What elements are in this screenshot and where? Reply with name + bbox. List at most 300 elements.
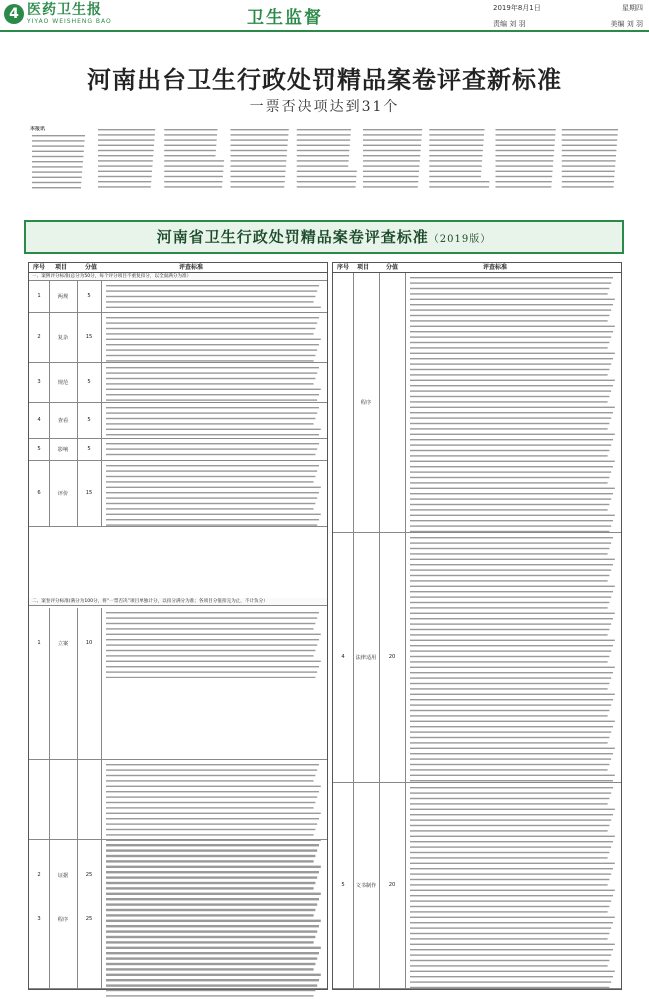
text-line [562,171,615,172]
text-line [410,857,608,858]
text-line [106,963,315,964]
text-line [410,792,611,793]
row-item: 文书制作 [355,883,377,889]
text-line [106,448,317,449]
text-line [410,661,608,662]
row-item: 立案 [57,640,69,647]
table-title-banner [24,220,624,254]
page-header [0,0,649,32]
row-number: 2 [37,334,41,340]
criteria-text [104,440,326,460]
text-line [363,129,422,130]
logo-subtext: YIYAO WEISHENG BAO [27,18,112,25]
text-line [363,139,421,140]
text-line [410,331,613,332]
text-line [106,818,319,819]
text-line [496,150,555,151]
text-line [164,139,216,140]
text-line [429,134,484,135]
text-line [106,876,317,877]
text-line [410,542,611,543]
text-line [231,171,286,172]
text-line [106,623,315,624]
issue-info [493,3,643,29]
text-line [410,830,608,831]
text-line [410,407,615,408]
newspaper-logo [27,2,125,28]
text-line [297,181,356,182]
text-line [32,182,81,183]
text-line [363,155,420,156]
text-line [562,160,616,161]
text-line [496,139,555,140]
text-line [410,933,609,934]
text-line [297,134,351,135]
text-line [297,165,348,166]
text-line [32,140,85,141]
text-line [297,176,357,177]
text-line [106,367,319,368]
text-line [562,176,615,177]
text-line [164,181,222,182]
text-line [98,134,155,135]
text-line [410,390,611,391]
text-line [410,477,609,478]
text-line [297,171,357,172]
criteria-text [104,404,326,438]
criteria-text [104,282,326,312]
text-line [106,860,314,861]
text-line [410,634,608,635]
text-line [106,855,315,856]
text-line [363,165,419,166]
text-line [106,936,315,937]
table-row [29,439,327,461]
text-line [410,672,613,673]
row-item: 证据 [57,872,69,879]
lead-start: 本报讯 [30,126,46,132]
text-line [410,987,609,988]
criteria-text [408,274,620,532]
text-line [106,666,319,667]
text-line [410,385,613,386]
table-row [29,608,327,760]
text-line [231,181,285,182]
text-line [496,129,556,130]
row-score: 5 [87,417,91,423]
text-line [164,155,215,156]
text-line [106,628,314,629]
text-line [410,412,613,413]
text-line [106,423,314,424]
text-line [106,979,319,980]
text-line [410,293,608,294]
text-line [164,186,222,187]
text-line [410,309,611,310]
text-line [496,181,552,182]
text-line [98,139,154,140]
text-line [231,134,289,135]
text-line [410,868,613,869]
table-row [29,461,327,527]
text-line [410,704,611,705]
text-line [106,802,315,803]
criteria-text [104,462,326,526]
text-line [410,852,609,853]
row-score: 5 [87,446,91,452]
text-line [106,887,314,888]
text-line [106,470,317,471]
row-score: 20 [388,654,396,660]
text-line [32,177,82,178]
row-score: 10 [85,639,93,646]
text-line [106,661,321,662]
text-line [106,634,321,635]
text-line [410,602,609,603]
text-line [106,780,314,781]
text-line [410,482,608,483]
criteria-text [104,609,326,678]
text-line [410,493,613,494]
text-line [106,434,319,435]
text-line [410,922,613,923]
text-line [297,129,351,130]
text-line [410,358,613,359]
text-line [106,849,317,850]
text-line [410,515,615,516]
text-line [106,328,315,329]
text-line [410,890,615,891]
row-score: 20 [388,882,396,888]
text-line [562,181,614,182]
text-line [231,145,288,146]
text-line [164,145,216,146]
row-item: 复杂 [57,335,69,341]
text-line [410,938,608,939]
text-line [297,186,356,187]
table-row [29,840,327,989]
text-line [410,537,613,538]
text-line [106,925,319,926]
text-line [106,476,315,477]
text-line [496,186,552,187]
text-line [106,296,315,297]
text-line [429,155,482,156]
issue-date: 2019年8月1日 [493,4,541,12]
text-line [410,439,613,440]
text-line [410,836,615,837]
text-line [106,813,321,814]
text-line [106,920,321,921]
text-line [106,677,315,678]
text-line [410,596,611,597]
text-line [410,434,615,435]
criteria-text [104,364,326,402]
text-line [231,150,288,151]
text-line [410,954,611,955]
text-line [410,960,609,961]
text-line [410,787,613,788]
text-line [410,613,615,614]
text-line [410,509,608,510]
text-line [231,155,287,156]
row-item: 规范 [57,380,69,386]
text-line [106,508,314,509]
text-line [410,607,608,608]
col-item: 项目 [55,264,68,271]
text-line [410,299,615,300]
col-score: 分值 [85,264,98,271]
text-line [410,304,613,305]
text-line [106,454,315,455]
text-line [106,443,319,444]
text-line [98,176,152,177]
text-line [410,809,615,810]
text-line [410,504,609,505]
text-line [410,444,611,445]
text-line [106,974,321,975]
row-number: 3 [37,916,41,922]
text-line [106,764,319,765]
text-line [562,145,617,146]
row-item: 评价 [57,491,69,497]
text-line [106,914,314,915]
table-row [333,273,621,533]
text-line [106,655,314,656]
text-line [410,769,608,770]
text-line [106,333,314,334]
text-line [410,277,613,278]
section-notice: 一、案例评分标准(总分为50分，每个评分项目不重复扣分，以全面满分为准） [29,273,327,281]
text-line [410,798,609,799]
text-line [429,186,489,187]
table-row [29,760,327,879]
text-line [106,644,317,645]
text-line [410,525,611,526]
subheadline: 一票否决项达到31个 [249,99,400,115]
row-score: 15 [85,490,93,496]
text-line [106,524,317,525]
text-line [410,591,613,592]
text-line [231,176,286,177]
text-line [410,640,615,641]
row-number: 3 [37,379,41,385]
text-line [32,135,85,136]
text-line [496,176,553,177]
text-line [106,984,317,985]
text-line [496,134,556,135]
text-line [496,160,554,161]
lead-paragraph [30,126,92,192]
text-line [106,383,314,384]
text-line [410,455,608,456]
text-line [410,586,615,587]
table-header-row [333,263,621,273]
text-line [410,764,609,765]
criteria-text [104,841,326,999]
text-line [410,374,608,375]
criteria-text [104,314,326,362]
text-line [106,807,314,808]
text-line [106,650,315,651]
text-line [410,461,615,462]
text-line [429,139,483,140]
text-line [410,694,615,695]
row-score: 5 [87,293,91,299]
text-line [106,957,317,958]
text-line [410,965,608,966]
col-criteria: 评查标准 [179,264,204,271]
text-line [429,129,484,130]
text-line [410,575,609,576]
text-line [429,171,481,172]
section-notice: 二、案卷评分标准(满分为100分，将“一票否决”项目单独计分，以扣分满分为准；各项目分值扣完为止，不计负分） [29,598,327,606]
text-line [297,139,350,140]
text-line [32,146,84,147]
article-text-lines [30,132,92,192]
text-line [106,317,319,318]
table-year: （2019版） [428,234,492,245]
text-line [410,949,613,950]
text-line [106,903,317,904]
article-body [96,126,649,192]
text-line [106,909,315,910]
row-item: 两规 [57,294,69,300]
text-line [106,791,319,792]
col-item: 项目 [357,264,370,271]
text-line [231,129,289,130]
criteria-text [408,784,620,988]
row-number: 5 [37,446,41,452]
text-line [410,841,613,842]
text-line [410,396,609,397]
text-line [98,129,155,130]
text-line [410,715,608,716]
page-number-badge: 4 [4,4,24,24]
text-line [410,879,609,880]
table-row [333,783,621,989]
text-line [410,569,611,570]
text-line [106,952,319,953]
text-line [106,372,317,373]
text-line [106,487,321,488]
text-line [297,145,350,146]
text-line [363,134,422,135]
text-line [410,645,613,646]
text-line [164,160,224,161]
text-line [106,344,319,345]
text-line [106,322,317,323]
row-item: 程序 [360,400,372,406]
row-number: 6 [37,490,41,496]
text-line [410,814,613,815]
text-line [106,394,319,395]
text-line [106,829,315,830]
text-line [98,160,153,161]
text-line [410,780,613,781]
text-line [410,753,613,754]
col-no: 序号 [33,264,46,271]
text-line [410,320,608,321]
text-line [106,429,321,430]
text-line [429,150,483,151]
text-line [562,150,617,151]
text-line [106,866,321,867]
text-line [106,519,319,520]
text-line [164,134,217,135]
text-line [106,990,315,991]
text-line [106,355,315,356]
text-line [106,941,314,942]
text-line [106,844,319,845]
text-line [106,407,319,408]
text-line [106,930,317,931]
row-item: 法律适用 [355,655,377,661]
logo-text: 医药卫生报 [27,2,102,18]
text-line [410,282,611,283]
text-line [106,399,317,400]
text-line [32,161,83,162]
table-header-row [29,263,327,273]
text-line [562,139,617,140]
text-line [410,683,609,684]
text-line [410,466,613,467]
text-line [410,742,608,743]
row-score: 25 [85,916,93,922]
text-line [410,380,615,381]
text-line [106,301,314,302]
text-line [106,481,314,482]
text-line [106,418,315,419]
text-line [410,721,615,722]
text-line [410,336,611,337]
text-line [429,165,481,166]
text-line [410,315,609,316]
text-line [106,503,315,504]
text-line [106,769,317,770]
text-line [410,758,611,759]
text-line [410,363,611,364]
text-line [363,176,419,177]
text-line [32,156,83,157]
text-line [410,895,613,896]
text-line [363,145,421,146]
table-row [29,403,327,439]
row-number: 4 [37,417,41,423]
text-line [496,165,553,166]
text-line [106,786,321,787]
text-line [410,353,615,354]
text-line [410,688,608,689]
text-line [562,129,618,130]
text-line [562,186,614,187]
table-title: 河南省卫生行政处罚精品案卷评查标准 [156,228,429,246]
text-line [164,176,223,177]
row-number: 2 [37,871,41,878]
text-line [106,882,315,883]
text-line [410,548,609,549]
text-line [410,471,611,472]
text-line [32,172,82,173]
text-line [410,699,613,700]
text-line [410,900,611,901]
text-line [410,498,611,499]
text-line [106,796,317,797]
text-line [410,618,613,619]
text-line [106,639,319,640]
text-line [164,129,217,130]
text-line [562,165,615,166]
